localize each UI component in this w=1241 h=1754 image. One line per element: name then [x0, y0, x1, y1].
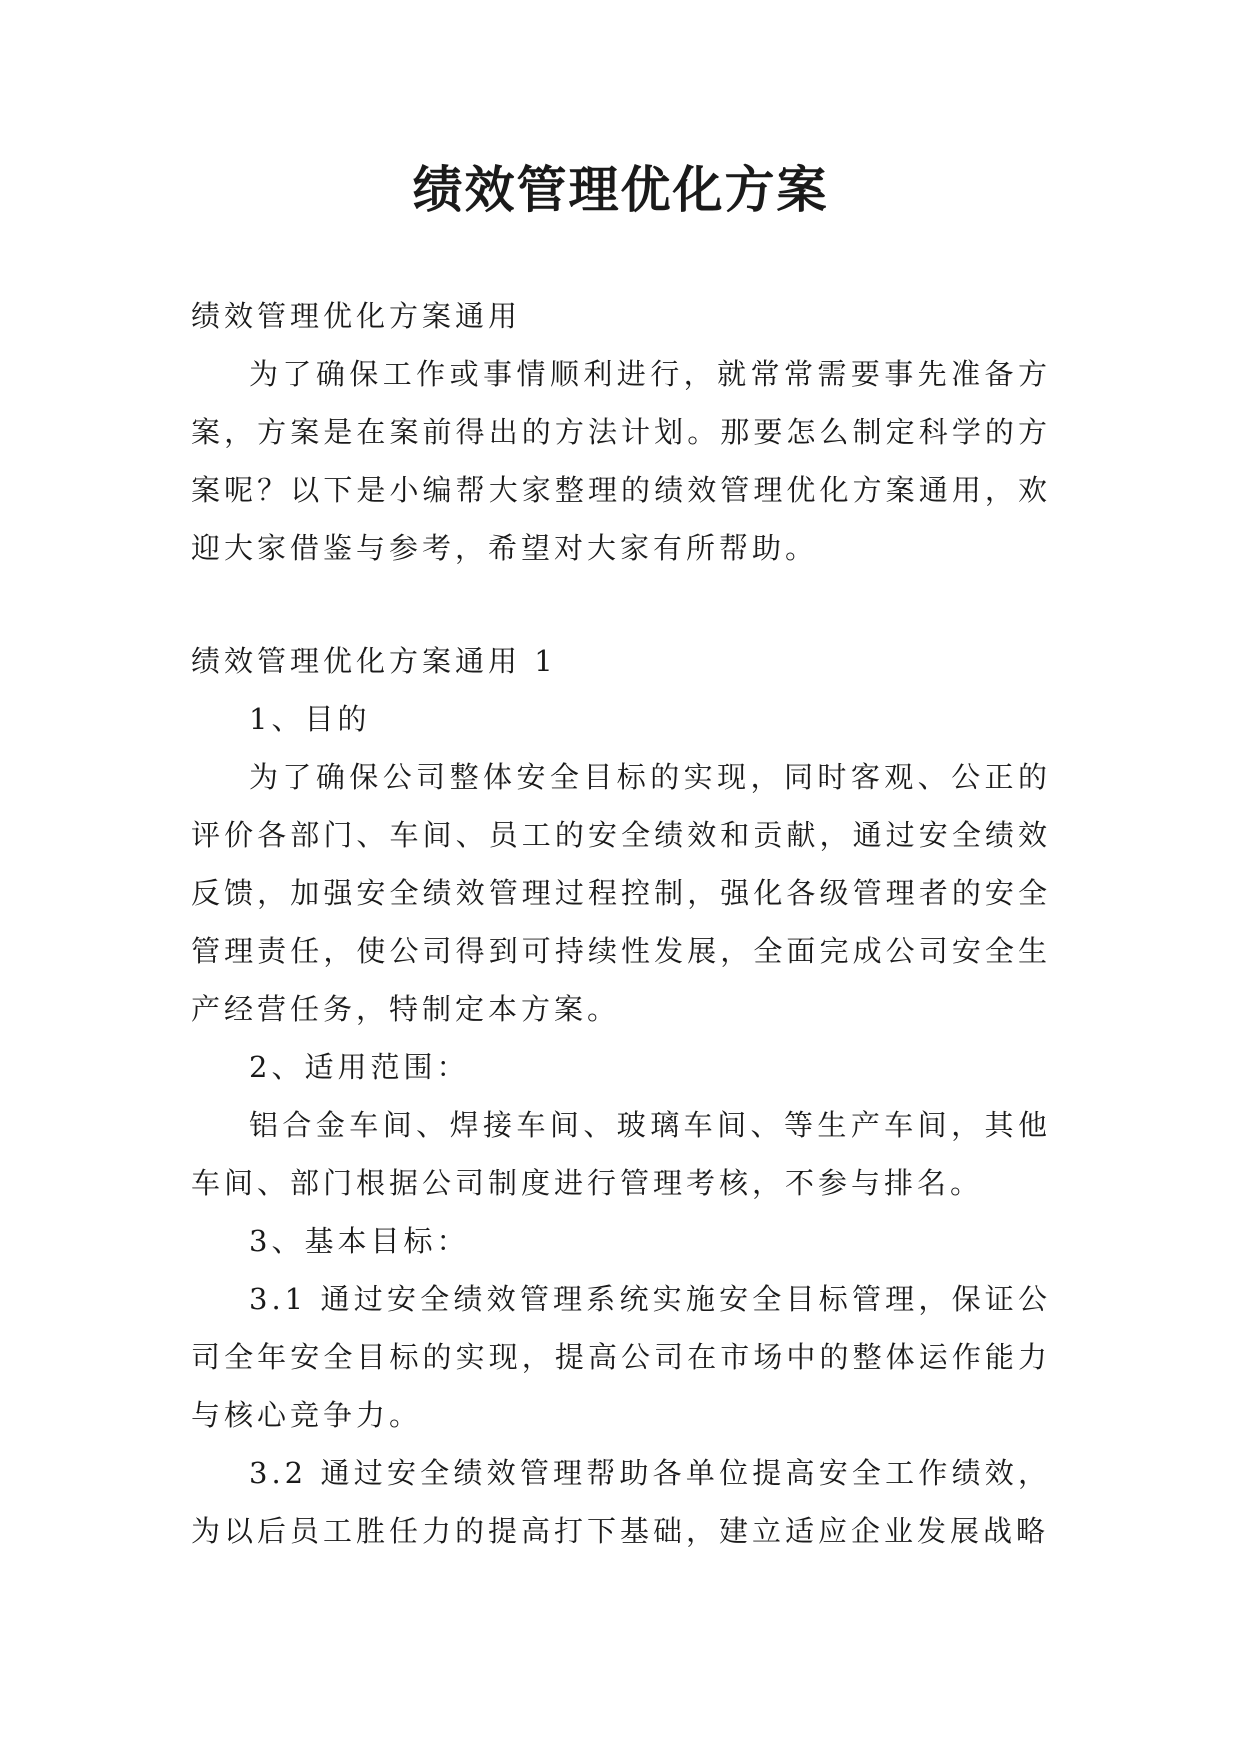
section-title-text: 绩效管理优化方案通用 1: [191, 644, 557, 678]
paragraph-goal-3-2: 3.2 通过安全绩效管理帮助各单位提高安全工作绩效，为以后员工胜任力的提高打下基础，建立适应企业发展战略: [191, 1456, 1051, 1548]
paragraph-scope: 铝合金车间、焊接车间、玻璃车间、等生产车间，其他车间、部门根据公司制度进行管理考核，不参与排名。: [191, 1108, 1051, 1200]
document-subtitle: [191, 287, 1051, 345]
intro-block: [191, 345, 1051, 577]
paragraph-goal-3-1: 3.1 通过安全绩效管理系统实施安全目标管理，保证公司全年安全目标的实现，提高公司在市场中的整体运作能力与核心竞争力。: [191, 1282, 1051, 1432]
subtitle-text: 绩效管理优化方案通用: [191, 299, 522, 333]
intro-paragraph: 为了确保工作或事情顺利进行，就常常需要事先准备方案，方案是在案前得出的方法计划。那要怎么制定科学的方案呢？以下是小编帮大家整理的绩效管理优化方案通用，欢迎大家借鉴与参考，希望对大家有所帮助。: [191, 357, 1051, 565]
heading-purpose: 1、目的: [249, 702, 371, 736]
section-heading: [191, 632, 1051, 690]
heading-goals: 3、基本目标：: [249, 1224, 470, 1258]
section-body: [191, 690, 1051, 1560]
paragraph-purpose: 为了确保公司整体安全目标的实现，同时客观、公正的评价各部门、车间、员工的安全绩效和贡献，通过安全绩效反馈，加强安全绩效管理过程控制，强化各级管理者的安全管理责任，使公司得到可持续性发展，全面完成公司安全生产经营任务，特制定本方案。: [191, 760, 1051, 1026]
heading-scope: 2、适用范围：: [249, 1050, 470, 1084]
document-title: 绩效管理优化方案: [412, 161, 829, 219]
